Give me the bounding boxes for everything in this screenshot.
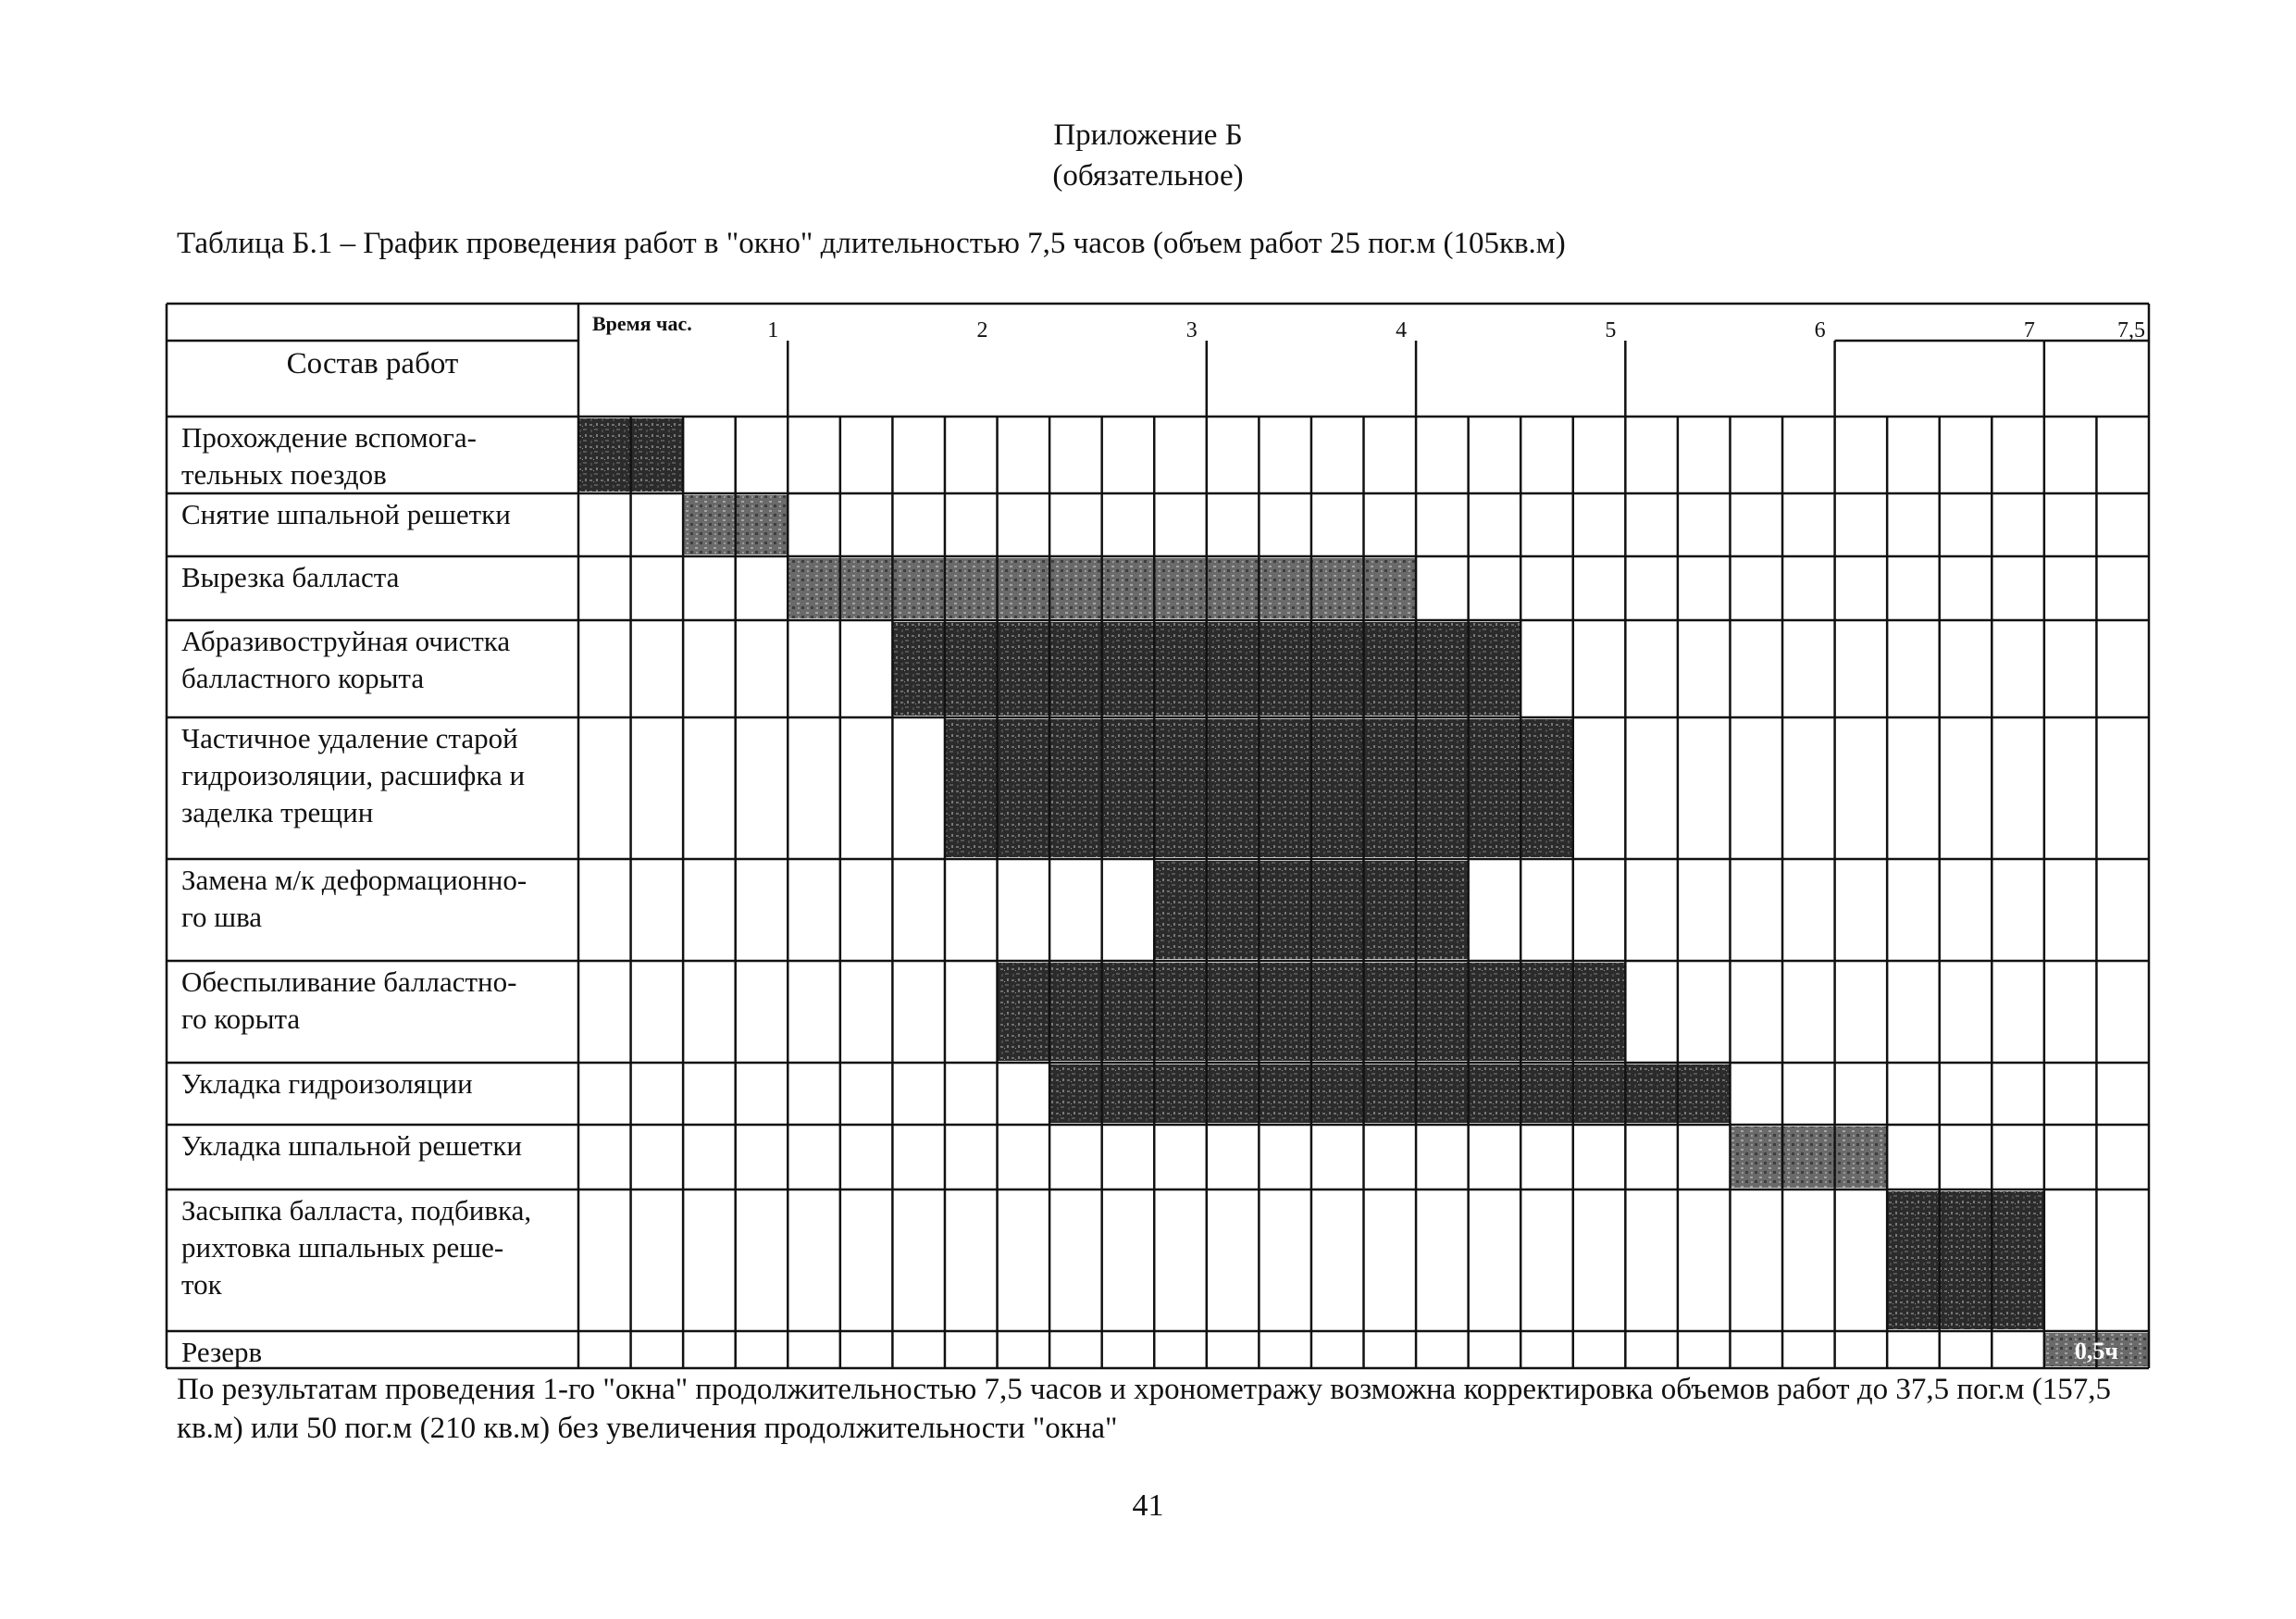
table-footnote: По результатам проведения 1-го "окна" продолжительностью 7,5 часов и хронометражу возможна корректировка объемов работ до 37,5 пог.м (157,5 кв.м) или 50 пог.м (210 кв.м) без увеличения продолжительности "окна" — [177, 1373, 2111, 1445]
time-axis-label: Время час. — [592, 312, 692, 335]
hour-mark: 7,5 — [2117, 318, 2145, 342]
work-item-label: Абразивоструйная очистка — [181, 625, 511, 657]
work-item-label: Засыпка балласта, подбивка, — [181, 1194, 532, 1227]
work-item-label: Замена м/к деформационно- — [181, 864, 527, 896]
work-item-label: заделка трещин — [181, 796, 374, 828]
work-item-label: Частичное удаление старой — [181, 722, 518, 754]
hour-mark: 3 — [1185, 318, 1198, 342]
schedule-bar — [1730, 1127, 1887, 1188]
hour-mark: 1 — [767, 318, 779, 342]
work-item-label: ток — [181, 1268, 222, 1301]
work-item-label: Прохождение вспомога- — [181, 421, 477, 454]
reserve-bar-label: 0,5ч — [2074, 1338, 2119, 1364]
work-item-label: Вырезка балласта — [181, 561, 400, 593]
work-item-label: го корыта — [181, 1003, 301, 1035]
column-header-works: Состав работ — [286, 347, 459, 380]
table-caption: Таблица Б.1 – График проведения работ в "окно" длительностью 7,5 часов (объем работ 25 пог.м (105кв.м) — [177, 227, 1566, 260]
hour-mark: 6 — [1814, 318, 1826, 342]
page-number: 41 — [1132, 1488, 1164, 1523]
appendix-title: Приложение Б — [1053, 118, 1243, 152]
schedule-bar — [1049, 1065, 1730, 1123]
work-item-label: гидроизоляции, расшифка и — [181, 759, 526, 791]
work-item-label: го шва — [181, 901, 263, 933]
work-item-label: рихтовка шпальных реше- — [181, 1231, 504, 1264]
hour-mark: 4 — [1396, 318, 1408, 342]
hour-mark: 2 — [976, 318, 988, 342]
schedule-bar — [1887, 1191, 2044, 1329]
work-item-label: тельных поездов — [181, 458, 387, 491]
work-item-label: Резерв — [181, 1336, 263, 1368]
work-item-label: балластного корыта — [181, 662, 425, 694]
work-item-label: Снятие шпальной решетки — [181, 498, 511, 530]
hour-mark: 7 — [2023, 318, 2035, 342]
work-item-label: Обеспыливание балластно- — [181, 965, 517, 998]
appendix-status: (обязательное) — [1052, 159, 1244, 193]
work-item-label: Укладка шпальной решетки — [181, 1129, 523, 1162]
work-item-label: Укладка гидроизоляции — [181, 1067, 473, 1100]
hour-mark: 5 — [1605, 318, 1617, 342]
